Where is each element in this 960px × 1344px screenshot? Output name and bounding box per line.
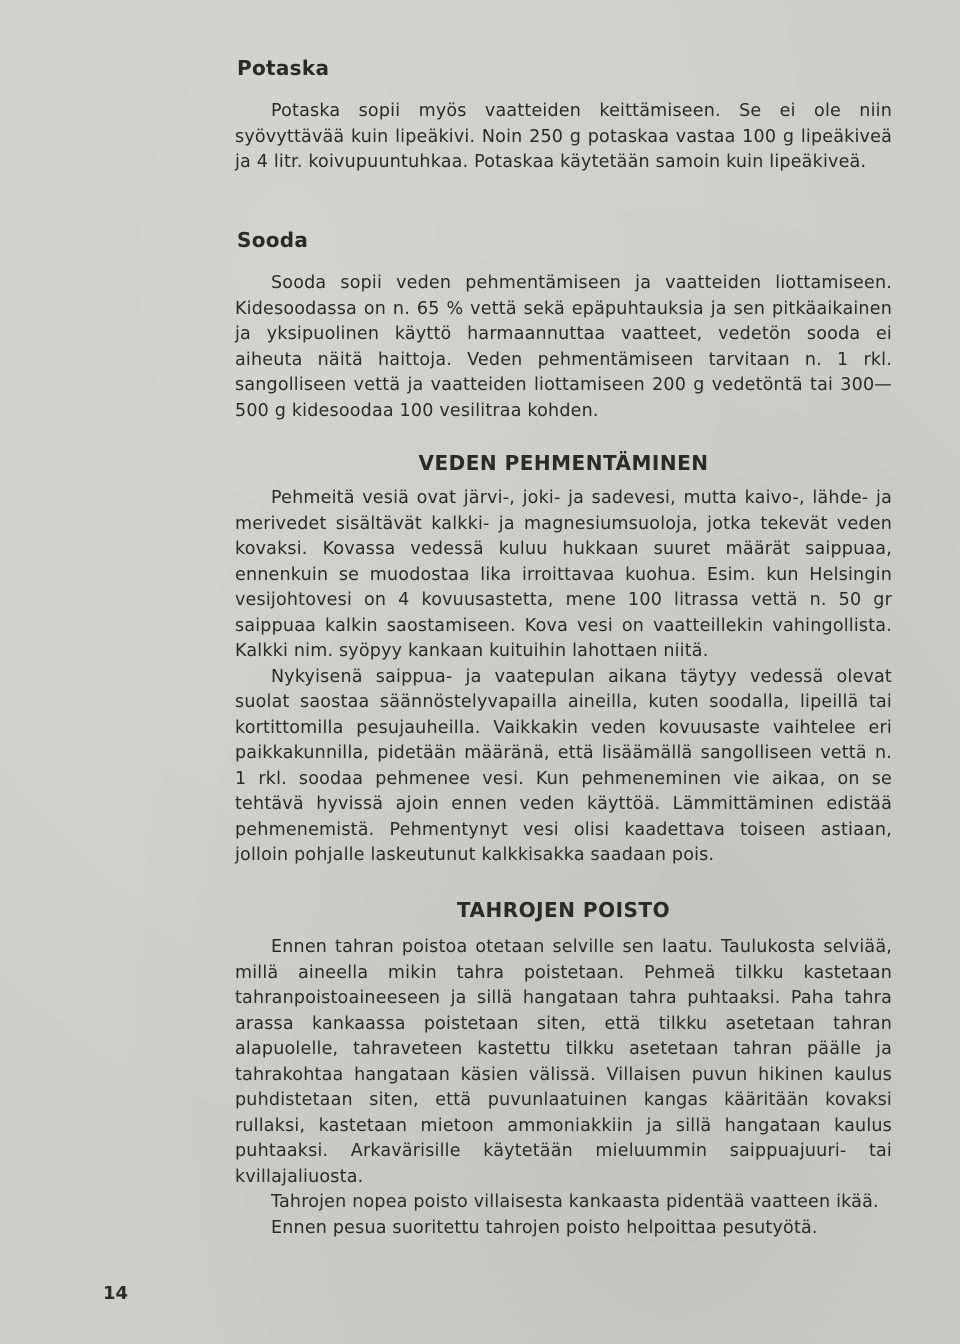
section-veden-pehmentaminen	[235, 486, 892, 869]
section-sooda	[235, 271, 892, 424]
paragraph: Nykyisenä saippua- ja vaatepulan aikana täytyy vedessä olevat suolat saostaa säännöstelyvapailla aineilla, kuten soodalla, lipeillä tai kortittomilla pesujauheilla. Vaikkakin veden kovuusaste vaihtelee eri paikkakunnilla, pidetään määränä, että lisäämällä sangolliseen vettä n. 1 rkl. soodaa pehmenee vesi. Kun pehmeneminen vie aikaa, on se tehtävä hyvissä ajoin ennen veden käyttöä. Lämmittäminen edistää pehmenemistä. Pehmentynyt vesi olisi kaadettava toiseen astiaan, jolloin pohjalle laskeutunut kalkkisakka saadaan pois.	[235, 666, 892, 865]
paragraph: Tahrojen nopea poisto villaisesta kankaasta pidentää vaatteen ikää.	[271, 1192, 879, 1212]
paragraph: Pehmeitä vesiä ovat järvi-, joki- ja sadevesi, mutta kaivo-, lähde- ja merivedet sisältävät kalkki- ja magnesiumsuoloja, jotka tekevät veden kovaksi. Kovassa vedessä kuluu hukkaan suuret määrät saippuaa, ennenkuin se muodostaa lika irroittavaa kuohua. Esim. kun Helsingin vesijohtovesi on 4 kovuusastetta, mene 100 litrassa vettä n. 50 gr saippuaa kalkin saostamiseen. Kova vesi on vaatteillekin vahingollista. Kalkki nim. syöpyy kankaan kuituihin lahottaen niitä.	[235, 488, 892, 661]
paragraph: Ennen pesua suoritettu tahrojen poisto helpoittaa pesutyötä.	[271, 1217, 818, 1238]
heading-sooda: Sooda	[237, 228, 309, 252]
heading-tahrojen-poisto: TAHROJEN POISTO	[456, 898, 671, 922]
heading-veden-pehmentaminen: VEDEN PEHMENTÄMINEN	[418, 451, 709, 475]
section-tahrojen-poisto	[235, 935, 892, 1241]
paragraph-sooda: Sooda sopii veden pehmentämiseen ja vaatteiden liottamiseen. Kidesoodassa on n. 65 % vettä sekä epäpuhtauksia ja sen pitkäaikainen ja yksipuolinen käyttö harmaannuttaa vaatteet, vedetön sooda ei aiheuta näitä haittoja. Veden pehmentämiseen tarvitaan n. 1 rkl. sangolliseen vettä ja vaatteiden liottamiseen 200 g vedetöntä tai 300—500 g kidesoodaa 100 vesilitraa kohden.	[235, 273, 892, 421]
heading-potaska: Potaska	[237, 56, 330, 80]
page-number: 14	[103, 1283, 129, 1304]
paragraph: Ennen tahran poistoa otetaan selville sen laatu. Taulukosta selviää, millä aineella mikin tahra poistetaan. Pehmeä tilkku kastetaan tahranpoistoaineeseen ja sillä hangataan tahra puhtaaksi. Paha tahra arassa kankaassa poistetaan siten, että tilkku asetetaan tahran alapuolelle, tahraveteen kastettu tilkku asetetaan tahran päälle ja tahrakohtaa hangataan käsien välissä. Villaisen puvun hikinen kaulus puhdistetaan siten, että puvunlaatuinen kangas kääritään kovaksi rullaksi, kastetaan mietoon ammoniakkiin ja sillä hangataan kaulus puhtaaksi. Arkavärisille käytetään mieluummin saippuajuuri- tai kvillajaliuosta.	[235, 937, 892, 1187]
paragraph-potaska: Potaska sopii myös vaatteiden keittämiseen. Se ei ole niin syövyttävää kuin lipeäkivi. Noin 250 g potaskaa vastaa 100 g lipeäkiveä ja 4 litr. koivupuuntuhkaa. Potaskaa käytetään samoin kuin lipeäkiveä.	[235, 101, 892, 172]
section-potaska	[235, 99, 892, 176]
